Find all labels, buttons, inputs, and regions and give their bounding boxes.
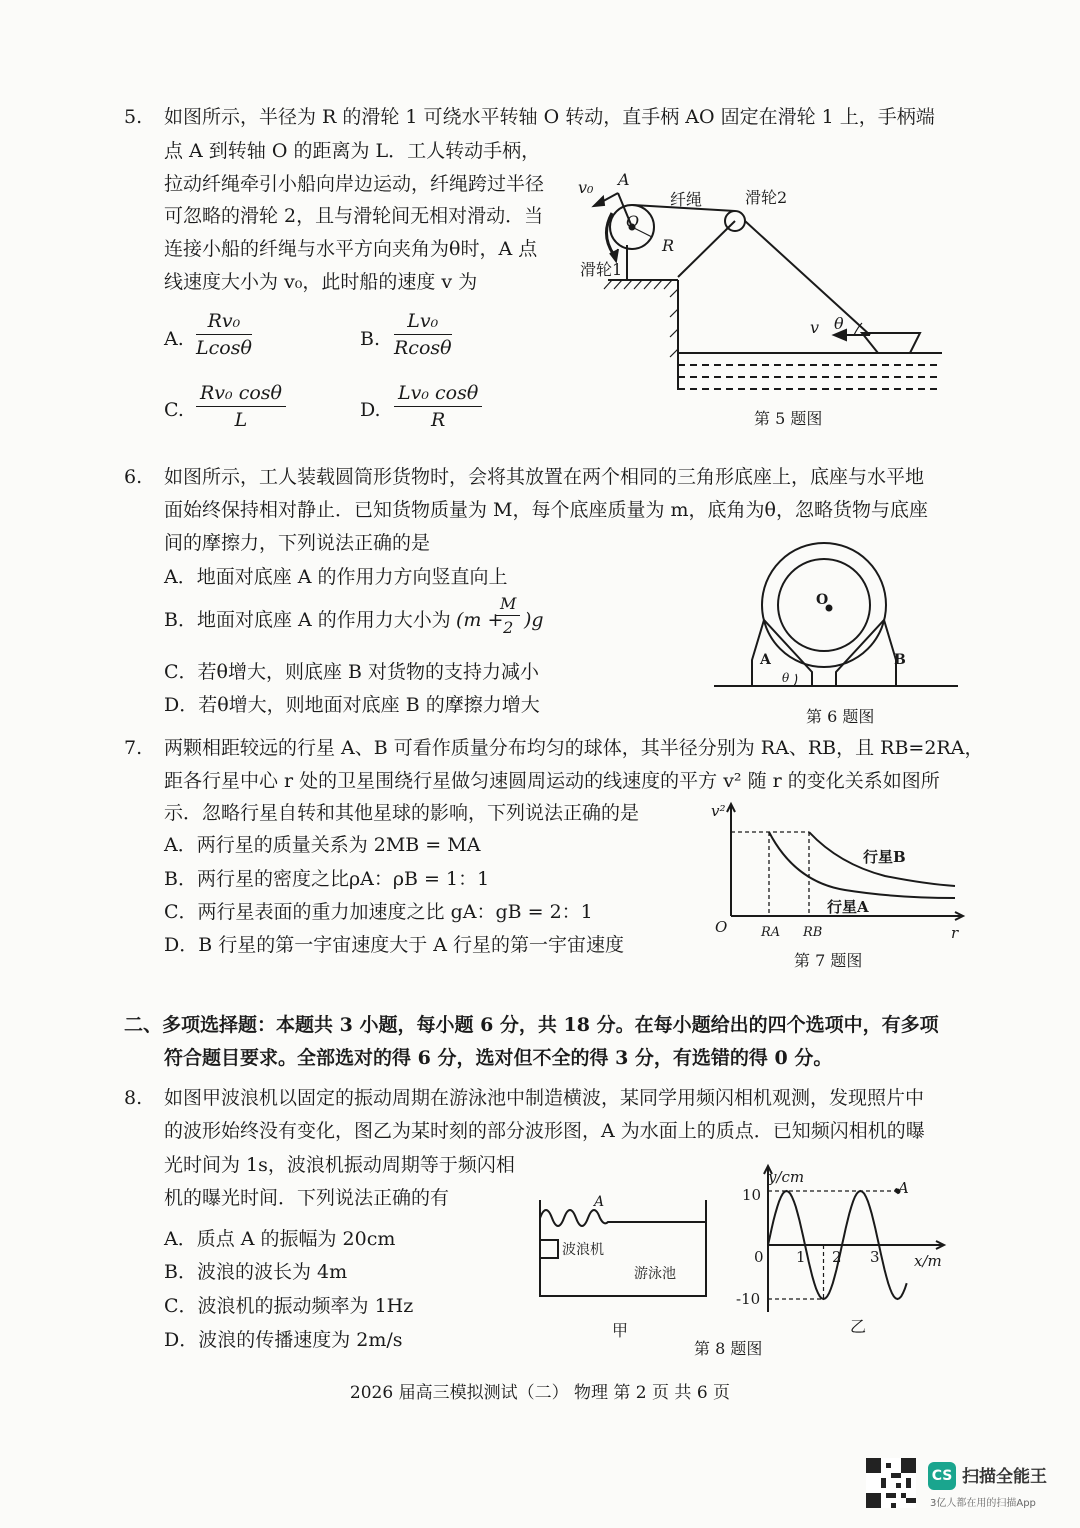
figure-5-pulley-diagram [570, 165, 950, 400]
option-c: C．两行星表面的重力加速度之比 gA：gB = 2：1 [164, 901, 593, 923]
option-d: D．B 行星的第一宇宙速度大于 A 行星的第一宇宙速度 [164, 934, 625, 956]
tick-label-0: 0 [754, 1248, 764, 1266]
x-axis-label: x/m [914, 1252, 942, 1270]
question-text: 光时间为 1s，波浪机振动周期等于频闪相 [164, 1154, 515, 1176]
option-b-fraction [496, 594, 520, 637]
label-rope: 纤绳 [670, 190, 703, 209]
question-text: 点 A 到转轴 O 的距离为 L．工人转动手柄， [164, 140, 541, 162]
tick-label-3: 3 [870, 1248, 880, 1266]
option-b: B．波浪的波长为 4m [164, 1261, 348, 1283]
option-c: C．波浪机的振动频率为 1Hz [164, 1295, 414, 1317]
label-v: v [810, 318, 820, 337]
option-b: B．两行星的密度之比ρA：ρB = 1：1 [164, 868, 490, 890]
option-d-label: D. [360, 399, 381, 421]
question-text: 距各行星中心 r 处的卫星围绕行星做匀速圆周运动的线速度的平方 v² 随 r 的变化关系如图所 [164, 770, 940, 792]
numerator: Lv₀ cosθ [394, 382, 482, 407]
option-b-fraction [394, 310, 452, 359]
option-d: D．波浪的传播速度为 2m/s [164, 1329, 403, 1351]
label-pulley2: 滑轮2 [745, 188, 788, 207]
page-footer: 2026 届高三模拟测试（二） 物理 第 2 页 共 6 页 [349, 1383, 731, 1403]
question-text: 面始终保持相对静止．已知货物质量为 M，每个底座质量为 m，底角为θ，忽略货物与底座 [164, 499, 928, 521]
figure-caption: 第 5 题图 [754, 409, 823, 428]
label-pulley1: 滑轮1 [580, 260, 623, 279]
question-text: 连接小船的纤绳与水平方向夹角为θ时，A 点 [164, 238, 538, 260]
numerator: Lv₀ [394, 310, 452, 335]
label-a: A [594, 1194, 605, 1210]
label-machine: 波浪机 [562, 1242, 604, 1258]
label-a: A [618, 170, 630, 189]
figure-8-wave-chart [730, 1160, 955, 1335]
option-b-label: B. [360, 328, 381, 350]
option-d: D．若θ增大，则地面对底座 B 的摩擦力增大 [164, 694, 540, 716]
option-a: A．质点 A 的振幅为 20cm [164, 1228, 396, 1250]
question-text: 如图所示，工人装载圆筒形货物时，会将其放置在两个相同的三角形底座上，底座与水平地 [164, 466, 925, 488]
label-r: R [662, 236, 675, 255]
question-text: 的波形始终没有变化，图乙为某时刻的部分波形图，A 为水面上的质点．已知频闪相机的曝 [164, 1120, 925, 1142]
question-text: 间的摩擦力，下列说法正确的是 [164, 532, 431, 554]
denominator: L [234, 409, 248, 431]
label-r: r [951, 924, 959, 942]
figure-caption: 第 7 题图 [794, 951, 863, 970]
numerator: Rv₀ [196, 310, 252, 335]
section-heading: 符合题目要求。全部选对的得 6 分，选对但不全的得 3 分，有选错的得 0 分。 [164, 1047, 833, 1069]
label-planet-a: 行星A [827, 898, 869, 916]
label-origin: O [715, 918, 728, 936]
figure-caption: 第 6 题图 [806, 707, 875, 726]
question-number: 8. [124, 1087, 143, 1109]
scanner-app-tagline: 3亿人都在用的扫描App [930, 1498, 1036, 1509]
option-b-close: )g [524, 609, 544, 631]
figure-caption: 第 8 题图 [694, 1339, 763, 1358]
numerator: M [496, 594, 520, 616]
figure-6-cylinder-diagram [712, 540, 962, 695]
label-ra: RA [761, 925, 781, 940]
label-theta: θ [834, 314, 844, 333]
option-c-label: C. [164, 399, 184, 421]
tick-label-10: 10 [742, 1186, 762, 1204]
figure-sub-label: 甲 [612, 1321, 629, 1340]
question-text: 如图所示，半径为 R 的滑轮 1 可绕水平转轴 O 转动，直手柄 AO 固定在滑轮 1 上，手柄端 [164, 106, 935, 128]
label-a: A [760, 652, 771, 668]
label-v2: v² [711, 802, 726, 820]
question-text: 拉动纤绳牵引小船向岸边运动，纤绳跨过半径 [164, 173, 545, 195]
qr-code-icon [866, 1458, 916, 1508]
label-o: O [816, 592, 829, 608]
y-axis-label: y/cm [768, 1168, 805, 1186]
denominator: Lcosθ [196, 337, 252, 359]
figure-sub-label: 乙 [850, 1317, 867, 1336]
option-c-fraction [196, 382, 286, 431]
point-a-label: A [898, 1179, 909, 1197]
tick-label-1: 1 [796, 1248, 806, 1266]
label-rb: RB [803, 925, 823, 940]
question-text: 可忽略的滑轮 2，且与滑轮间无相对滑动．当 [164, 205, 544, 227]
figure-7-velocity-graph [705, 798, 967, 943]
label-v0: v₀ [578, 178, 594, 197]
denominator: R [430, 409, 446, 431]
option-d-fraction [394, 382, 482, 431]
option-a-label: A. [164, 328, 184, 350]
label-b: B [894, 652, 906, 668]
scanner-app-name: 扫描全能王 [962, 1467, 1047, 1487]
option-a: A．两行星的质量关系为 2MB = MA [164, 834, 481, 856]
denominator: Rcosθ [394, 337, 452, 359]
question-number: 7. [124, 737, 143, 759]
section-heading: 二、多项选择题：本题共 3 小题，每小题 6 分，共 18 分。在每小题给出的四个选项中，有多项 [124, 1014, 939, 1036]
question-text: 两颗相距较远的行星 A、B 可看作质量分布均匀的球体，其半径分别为 RA、RB，且 RB=2RA， [164, 737, 984, 759]
tick-label-2: 2 [832, 1248, 842, 1266]
label-planet-b: 行星B [863, 848, 906, 866]
numerator: Rv₀ cosθ [196, 382, 286, 407]
cs-logo-icon: CS [928, 1462, 956, 1490]
question-number: 6. [124, 466, 143, 488]
question-text: 机的曝光时间．下列说法正确的有 [164, 1187, 450, 1209]
option-a: A．地面对底座 A 的作用力方向竖直向上 [164, 566, 508, 588]
question-number: 5. [124, 106, 143, 128]
question-text: 线速度大小为 v₀，此时船的速度 v 为 [164, 271, 478, 293]
denominator: 2 [503, 618, 514, 637]
label-pool: 游泳池 [634, 1266, 676, 1282]
label-theta: θ [782, 671, 790, 685]
option-c: C．若θ增大，则底座 B 对货物的支持力减小 [164, 661, 540, 683]
option-b-open: (m + [456, 609, 504, 631]
tick-label-neg10: -10 [736, 1290, 761, 1308]
question-text: 如图甲波浪机以固定的振动周期在游泳池中制造横波，某同学用频闪相机观测，发现照片中 [164, 1087, 925, 1109]
label-o: O [626, 212, 640, 231]
option-b: B．地面对底座 A 的作用力大小为 [164, 609, 451, 631]
question-text: 示．忽略行星自转和其他星球的影响，下列说法正确的是 [164, 802, 640, 824]
option-a-fraction [196, 310, 252, 359]
